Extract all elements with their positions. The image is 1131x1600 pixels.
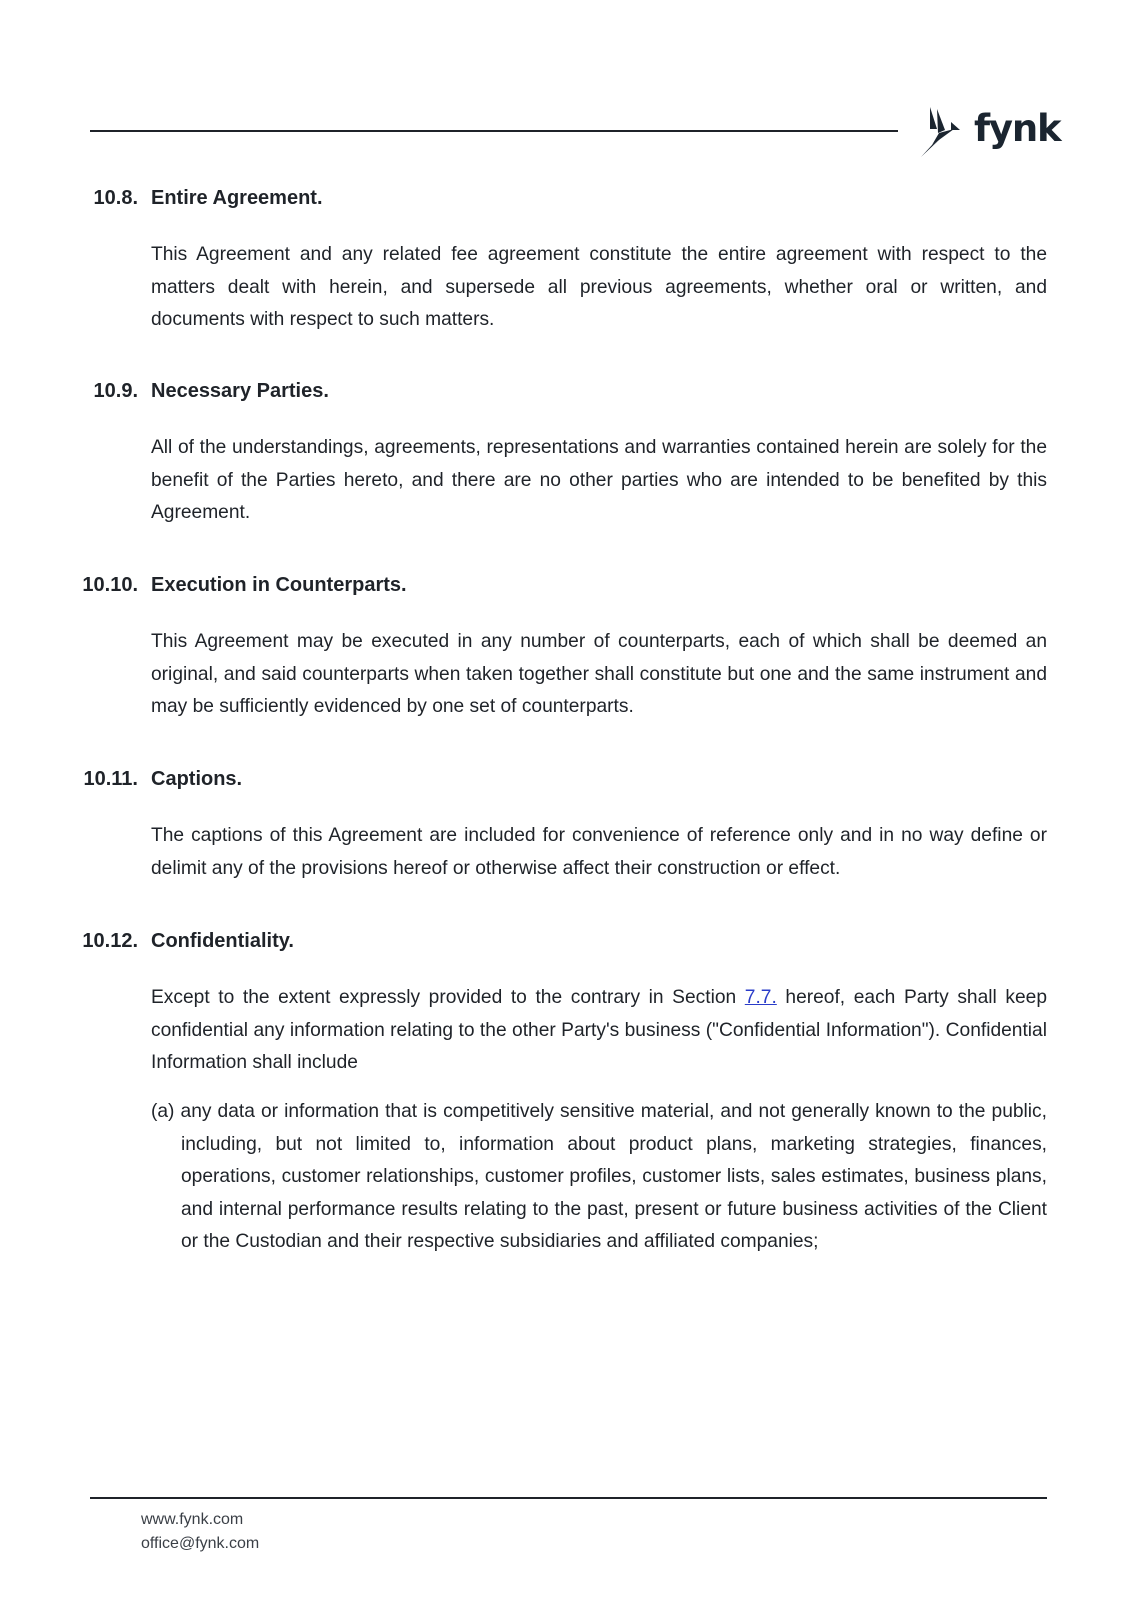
paragraph [151,982,1047,1080]
section-number: 10.12. [82,930,138,952]
section-10-12 [0,930,1131,1252]
footer-email: office@fynk.com [141,1535,260,1552]
section-body [151,982,1047,1080]
section-title: Execution in Counterparts. [151,574,407,596]
section-heading [0,930,1131,954]
section-10-9 [0,380,1131,523]
section-heading [0,380,1131,404]
footer-contact [141,1508,259,1556]
paragraph-text-start: Except to the extent expressly provided to the contrary in Section [151,987,745,1008]
section-number: 10.11. [83,768,138,790]
section-title: Entire Agreement. [151,187,323,209]
paragraph: This Agreement and any related fee agreement constitute the entire agreement with respect to the matters dealt with herein, and supersede all previous agreements, whether oral or written, and documents with respect to such matters. [151,244,1047,330]
section-title: Confidentiality. [151,930,294,952]
section-body [151,626,1047,724]
section-10-8 [0,187,1131,330]
paragraph-text-end: hereof, each Party shall keep confidential any information relating to the other Party's business ("Confidential Information"). Confidential Information shall include [151,987,1047,1073]
logo-wordmark: fynk [974,106,1061,150]
list-marker: (a) [151,1101,175,1122]
list-item [151,1096,1047,1259]
section-heading [0,187,1131,211]
section-7-7-link[interactable]: 7.7. [744,987,777,1008]
section-heading [0,768,1131,792]
section-title: Necessary Parties. [151,380,329,402]
section-number: 10.8. [93,187,138,209]
section-number: 10.9. [93,380,138,402]
paragraph: All of the understandings, agreements, representations and warranties contained herein are solely for the benefit of the Parties hereto, and there are no other parties who are intended to be benefited by this Agreement. [151,437,1047,523]
section-body [151,432,1047,530]
section-title: Captions. [151,768,243,790]
section-body [151,820,1047,885]
section-10-11 [0,768,1131,879]
fynk-logo [920,104,1060,160]
section-number: 10.10. [82,574,138,596]
header-divider [90,130,898,132]
section-body [151,239,1047,337]
bird-logo-icon [920,105,968,159]
list-item-text: any data or information that is competitively sensitive material, and not generally known to the public, including, but not limited to, information about product plans, marketing strategies, finances, operations, customer relationships, customer profiles, customer lists, sales estimates, business plans, and internal performance results relating to the past, present or future business activities of the Client or the Custodian and their respective subsidiaries and affiliated companies; [180,1101,1047,1252]
paragraph: This Agreement may be executed in any number of counterparts, each of which shall be deemed an original, and said counterparts when taken together shall constitute but one and the same instrument and may be sufficiently evidenced by one set of counterparts. [151,631,1047,717]
paragraph: The captions of this Agreement are included for convenience of reference only and in no way define or delimit any of the provisions hereof or otherwise affect their construction or effect. [151,825,1047,879]
footer-website: www.fynk.com [141,1511,244,1528]
section-heading [0,574,1131,598]
footer-divider [90,1497,1047,1499]
section-10-10 [0,574,1131,717]
